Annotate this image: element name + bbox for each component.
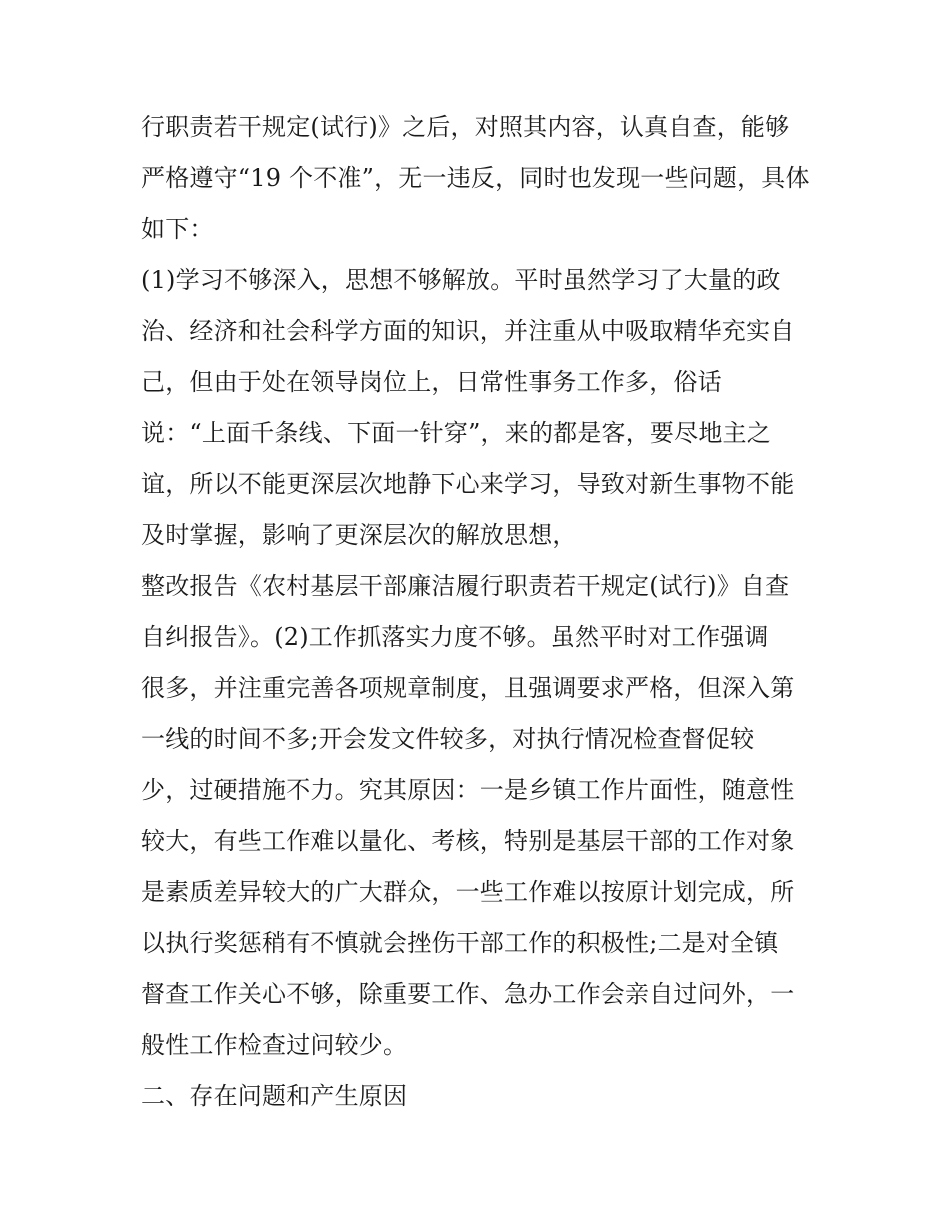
text-line: 般性工作检查过问较少。 — [141, 1031, 408, 1059]
text-line: (1)学习不够深入，思想不够解放。平时虽然学习了大量的政 — [141, 266, 781, 294]
text-line: 及时掌握，影响了更深层次的解放思想， — [141, 521, 577, 549]
text-line: 己，但由于处在领导岗位上，日常性事务工作多，俗话 — [141, 368, 722, 396]
body-text — [141, 102, 821, 1122]
text-line: 是素质差异较大的广大群众，一些工作难以按原计划完成，所 — [141, 878, 795, 906]
text-line: 说：“上面千条线、下面一针穿”，来的都是客，要尽地主之 — [141, 419, 771, 447]
text-line: 以执行奖惩稍有不慎就会挫伤干部工作的积极性;二是对全镇 — [141, 929, 779, 957]
text-line: 自纠报告》。(2)工作抓落实力度不够。虽然平时对工作强调 — [141, 623, 769, 651]
text-line: 行职责若干规定(试行)》之后，对照其内容，认真自查，能够 — [141, 113, 790, 141]
text-line: 严格遵守“19 个不准”，无一违反，同时也发现一些问题，具体 — [141, 164, 810, 192]
section-heading: 二、存在问题和产生原因 — [141, 1082, 408, 1110]
text-line: 治、经济和社会科学方面的知识，并注重从中吸取精华充实自 — [141, 317, 795, 345]
text-line: 如下： — [141, 215, 214, 243]
text-line: 较大，有些工作难以量化、考核，特别是基层干部的工作对象 — [141, 827, 795, 855]
text-line: 少，过硬措施不力。究其原因：一是乡镇工作片面性，随意性 — [141, 776, 795, 804]
text-line: 督查工作关心不够，除重要工作、急办工作会亲自过问外，一 — [141, 980, 795, 1008]
text-line: 谊，所以不能更深层次地静下心来学习，导致对新生事物不能 — [141, 470, 795, 498]
text-line: 一线的时间不多;开会发文件较多，对执行情况检查督促较 — [141, 725, 755, 753]
text-line: 很多，并注重完善各项规章制度，且强调要求严格，但深入第 — [141, 674, 795, 702]
text-line: 整改报告《农村基层干部廉洁履行职责若干规定(试行)》自查 — [141, 572, 790, 600]
